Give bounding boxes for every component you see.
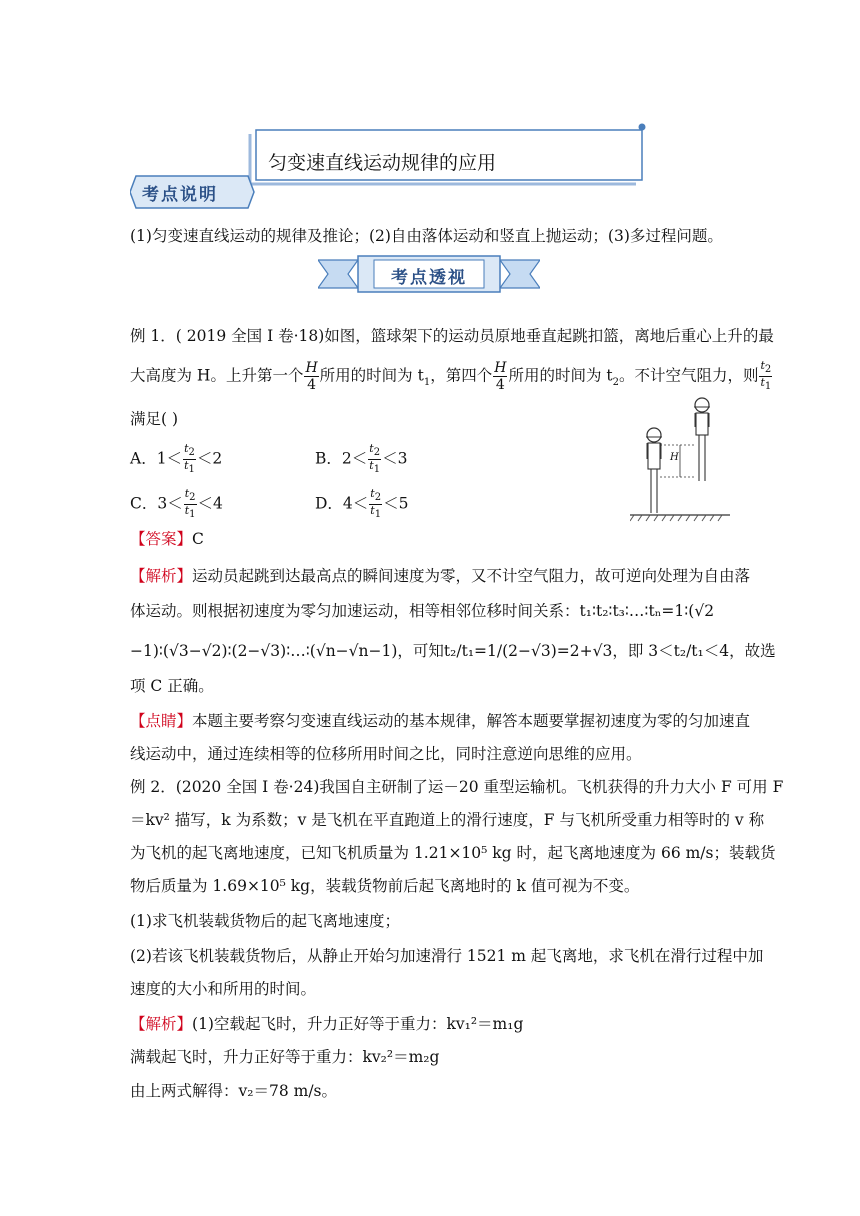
- example2-q2-line1: (2)若该飞机装载货物后，从静止开始匀加速滑行 1521 m 起飞离地，求飞机在滑行过程中加: [130, 947, 764, 965]
- example2-sol2: 满载起飞时，升力正好等于重力：kv₂²＝m₂g: [130, 1048, 440, 1066]
- jumper-illustration: [630, 395, 730, 523]
- analysis-line1: [130, 565, 751, 587]
- fraction-t2-over-t1: $\frac{t_2}{t_1}$: [760, 359, 772, 393]
- option-d-frac: $\frac{t_2}{t_1}$: [370, 487, 382, 521]
- analysis-line3: −1)∶(√3−√2)∶(2−√3)∶…∶(√n−√n−1)，可知t₂/t₁=1/(2−√3)=2+√3，即 3＜t₂/t₁＜4，故选: [130, 642, 776, 660]
- ex1-line2-a: 大高度为 H。上升第一个: [130, 366, 304, 385]
- option-c[interactable]: [130, 488, 330, 521]
- option-a[interactable]: [130, 443, 330, 476]
- comment-line1: [130, 710, 751, 732]
- comment-line2: 线运动中，通过连续相等的位移所用时间之比，同时注意逆向思维的应用。: [130, 745, 642, 763]
- option-d[interactable]: [315, 488, 515, 521]
- example2-analysis-tag: 【解析】: [130, 1015, 193, 1033]
- option-c-text: C．3＜: [130, 494, 183, 513]
- example2-sol3: 由上两式解得：v₂＝78 m/s。: [130, 1082, 337, 1100]
- option-c-frac: $\frac{t_2}{t_1}$: [184, 487, 196, 521]
- analysis-line4: 项 C 正确。: [130, 677, 214, 695]
- comment-text1: 本题主要考察匀变速直线运动的基本规律，解答本题要掌握初速度为零的匀加速直: [192, 712, 751, 730]
- fraction-h-over-4: $\frac{H}{4}$: [305, 360, 318, 394]
- example2-line4: 物后质量为 1.69×10⁵ kg，装载货物前后起飞离地时的 k 值可视为不变。: [130, 877, 640, 895]
- badge-kaodian-touxi: 考点透视: [391, 268, 467, 288]
- section-title: 匀变速直线运动规律的应用: [268, 152, 497, 174]
- option-b-frac: $\frac{t_2}{t_1}$: [369, 442, 381, 476]
- ex1-line2-c: ，第四个: [430, 366, 493, 385]
- touxi-banner: [318, 254, 540, 294]
- figure-label-h: H: [670, 452, 679, 463]
- analysis-line2: 体运动。则根据初速度为零匀加速运动，相等相邻位移时间关系：t₁∶t₂∶t₃∶…∶tₙ=1∶(√2: [130, 602, 715, 620]
- example2-sol1: [130, 1013, 730, 1035]
- option-b-end: ＜3: [382, 449, 408, 468]
- ex1-line2-d: 所用的时间为 t: [508, 366, 613, 385]
- comment-tag: 【点睛】: [130, 712, 193, 730]
- example2-q2-line2: 速度的大小和所用的时间。: [130, 980, 317, 998]
- option-a-frac: $\frac{t_2}{t_1}$: [184, 442, 195, 476]
- example2-line3: 为飞机的起飞离地速度，已知飞机质量为 1.21×10⁵ kg 时，起飞离地速度为 66 m/s；装载货: [130, 844, 776, 862]
- example2-sol1-text: (1)空载起飞时，升力正好等于重力：kv₁²＝m₁g: [192, 1015, 524, 1033]
- option-a-text: A．1＜: [130, 449, 183, 468]
- example2-line2: ＝kv² 描写，k 为系数；v 是飞机在平直跑道上的滑行速度，F 与飞机所受重力相等时的 v 称: [130, 811, 765, 829]
- badge-kaodian-shuoming: 考点说明: [142, 185, 218, 205]
- option-d-end: ＜5: [383, 494, 409, 513]
- section-header: [130, 118, 660, 210]
- analysis-text1: 运动员起跳到达最高点的瞬间速度为零，又不计空气阻力，故可逆向处理为自由落: [192, 567, 751, 585]
- option-d-text: D．4＜: [315, 494, 369, 513]
- example2-line1: 例 2．(2020 全国 I 卷·24)我国自主研制了运－20 重型运输机。飞机获得的升力大小 F 可用 F: [130, 778, 784, 796]
- option-a-end: ＜2: [196, 449, 223, 468]
- example1-line2: 大高度为 H。上升第一个 $\frac{H}{4}$ 所用的时间为 $t_1$，第四个 $\frac{H}{4}$ 所用的时间为 $t_2$。不计空气阻力，则 $\frac{t_2}{t_1}$: [130, 359, 772, 394]
- example2-q1: (1)求飞机装载货物后的起飞离地速度；: [130, 912, 400, 930]
- jump-figure: [630, 395, 730, 523]
- fraction-h-over-4-b: $\frac{H}{4}$: [494, 360, 507, 394]
- answer-line: [130, 528, 730, 550]
- ex1-line2-b: 所用的时间为 t: [319, 366, 424, 385]
- analysis-tag: 【解析】: [130, 567, 193, 585]
- option-c-end: ＜4: [197, 494, 223, 513]
- intro-text: (1)匀变速直线运动的规律及推论；(2)自由落体运动和竖直上抛运动；(3)多过程问题。: [130, 227, 723, 245]
- example1-line3: 满足( ): [130, 410, 179, 428]
- example1-line1: 例 1．( 2019 全国 I 卷·18)如图，篮球架下的运动员原地垂直起跳扣篮，离地后重心上升的最: [130, 327, 774, 345]
- answer-value: C: [192, 530, 204, 548]
- option-b-text: B．2＜: [315, 449, 368, 468]
- answer-tag: 【答案】: [130, 530, 193, 548]
- option-b[interactable]: [315, 443, 515, 476]
- ex1-line2-e: 。不计空气阻力，则: [618, 366, 759, 385]
